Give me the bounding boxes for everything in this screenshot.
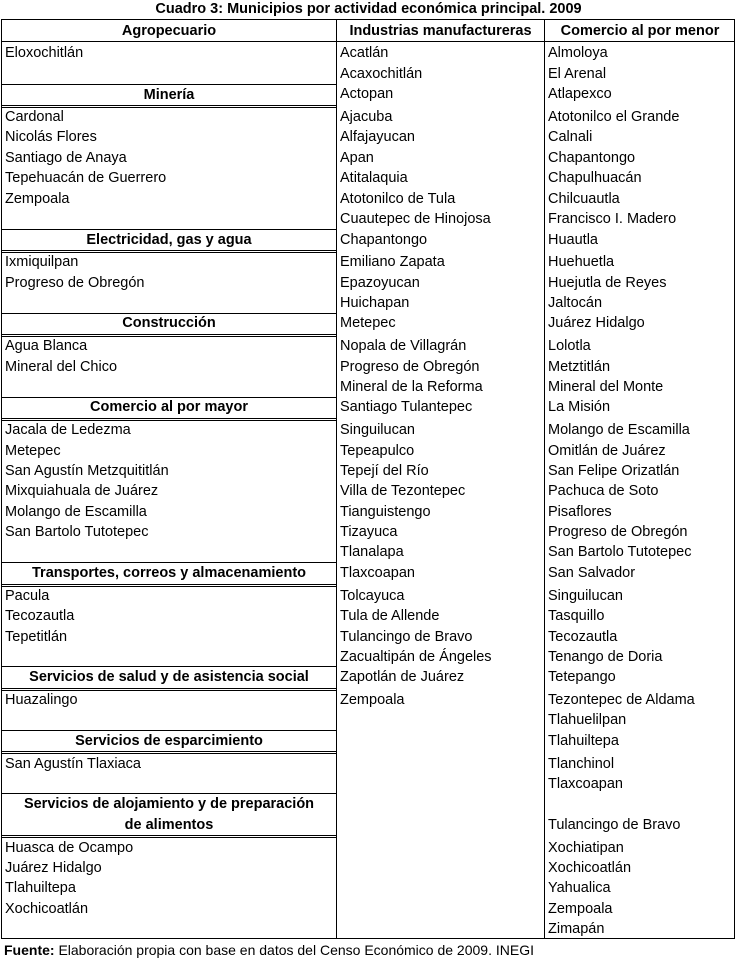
list-item: Tlahuiltepa	[548, 733, 619, 749]
section-heading-construccion: Construcción	[122, 315, 216, 331]
list-item: Alfajayucan	[340, 129, 415, 145]
table-title: Cuadro 3: Municipios por actividad económica principal. 2009	[155, 1, 582, 17]
source-text: Elaboración propia con base en datos del Censo Económico de 2009. INEGI	[54, 942, 534, 958]
list-item: Tlaxcoapan	[340, 565, 415, 581]
list-item: Tizayuca	[340, 524, 398, 540]
list-item: Tepeapulco	[340, 443, 415, 459]
list-item: Huasca de Ocampo	[5, 840, 134, 856]
list-item: Huautla	[548, 232, 598, 248]
list-item: Zempoala	[548, 901, 613, 917]
list-item: San Salvador	[548, 565, 636, 581]
list-item: Atlapexco	[548, 86, 612, 102]
list-item: Tulancingo de Bravo	[548, 817, 681, 833]
list-item: Atotonilco el Grande	[548, 109, 680, 125]
list-item: Pisaflores	[548, 504, 612, 520]
list-item: San Bartolo Tutotepec	[548, 544, 692, 560]
list-item: Eloxochitlán	[5, 45, 84, 61]
list-item: San Felipe Orizatlán	[548, 463, 680, 479]
header-agropecuario: Agropecuario	[121, 23, 217, 39]
list-item: Atitalaquia	[340, 170, 408, 186]
list-item: Juárez Hidalgo	[5, 860, 102, 876]
section-heading-alojamiento: Servicios de alojamiento y de preparación	[23, 796, 315, 812]
list-item: Epazoyucan	[340, 275, 420, 291]
list-item: Calnali	[548, 129, 593, 145]
list-item: Atotonilco de Tula	[340, 191, 456, 207]
list-item: Yahualica	[548, 880, 611, 896]
section-heading-electricidad: Electricidad, gas y agua	[86, 232, 252, 248]
section-heading-salud: Servicios de salud y de asistencia social	[29, 669, 309, 685]
list-item: Zempoala	[5, 191, 70, 207]
section-heading-mineria: Minería	[143, 87, 195, 103]
source-label: Fuente:	[4, 942, 55, 958]
list-item: Molango de Escamilla	[5, 504, 147, 520]
list-item: Actopan	[340, 86, 394, 102]
list-item: Tepehuacán de Guerrero	[5, 170, 167, 186]
header-industrias: Industrias manufactureras	[349, 23, 532, 39]
list-item: Progreso de Obregón	[340, 359, 480, 375]
list-item: Tecozautla	[5, 608, 75, 624]
section-double-rule	[1, 584, 337, 587]
list-item: Cardonal	[5, 109, 64, 125]
list-item: Tasquillo	[548, 608, 605, 624]
list-item: Francisco I. Madero	[548, 211, 677, 227]
section-heading-alojamiento-line2: de alimentos	[124, 817, 214, 833]
list-item: Tepejí del Río	[340, 463, 429, 479]
list-item: Zempoala	[340, 692, 405, 708]
list-item: Metepec	[5, 443, 61, 459]
list-item: Tecozautla	[548, 629, 618, 645]
list-item: Chapantongo	[340, 232, 428, 248]
list-item: Tolcayuca	[340, 588, 405, 604]
column-divider-left	[336, 19, 337, 939]
list-item: Huehuetla	[548, 254, 615, 270]
list-item: Tula de Allende	[340, 608, 440, 624]
list-item: Tlanalapa	[340, 544, 404, 560]
list-item: Cuautepec de Hinojosa	[340, 211, 491, 227]
list-item: Nicolás Flores	[5, 129, 97, 145]
list-item: Tlahuiltepa	[5, 880, 76, 896]
list-item: La Misión	[548, 399, 611, 415]
list-item: Xochicoatlán	[5, 901, 89, 917]
column-divider-right	[544, 19, 545, 939]
list-item: Tenango de Doria	[548, 649, 663, 665]
list-item: Xochiatipan	[548, 840, 624, 856]
list-item: Emiliano Zapata	[340, 254, 445, 270]
list-item: Tepetitlán	[5, 629, 68, 645]
list-item: Santiago Tulantepec	[340, 399, 473, 415]
list-item: Tlanchinol	[548, 756, 615, 772]
list-item: Huichapan	[340, 295, 410, 311]
list-item: Omitlán de Juárez	[548, 443, 666, 459]
list-item: Metepec	[340, 315, 396, 331]
list-item: San Bartolo Tutotepec	[5, 524, 149, 540]
list-item: Progreso de Obregón	[548, 524, 688, 540]
list-item: Mineral de la Reforma	[340, 379, 483, 395]
list-item: Juárez Hidalgo	[548, 315, 645, 331]
header-rule	[1, 41, 735, 42]
list-item: Chapantongo	[548, 150, 636, 166]
section-heading-comercio-mayor: Comercio al por mayor	[90, 399, 248, 415]
list-item: Singuilucan	[548, 588, 623, 604]
list-item: Villa de Tezontepec	[340, 483, 466, 499]
list-item: Zapotlán de Juárez	[340, 669, 465, 685]
list-item: Santiago de Anaya	[5, 150, 127, 166]
list-item: Mineral del Chico	[5, 359, 118, 375]
list-item: Tetepango	[548, 669, 616, 685]
list-item: Huejutla de Reyes	[548, 275, 667, 291]
list-item: Singuilucan	[340, 422, 415, 438]
section-heading-esparcimiento: Servicios de esparcimiento	[75, 733, 263, 749]
list-item: Progreso de Obregón	[5, 275, 145, 291]
list-item: San Agustín Tlaxiaca	[5, 756, 141, 772]
list-item: Acaxochitlán	[340, 66, 423, 82]
list-item: Molango de Escamilla	[548, 422, 690, 438]
list-item: Zimapán	[548, 921, 605, 937]
list-item: El Arenal	[548, 66, 607, 82]
list-item: Jacala de Ledezma	[5, 422, 131, 438]
list-item: Ajacuba	[340, 109, 393, 125]
list-item: Xochicoatlán	[548, 860, 632, 876]
list-item: Pacula	[5, 588, 50, 604]
list-item: Huazalingo	[5, 692, 78, 708]
list-item: Mineral del Monte	[548, 379, 664, 395]
list-item: Tulancingo de Bravo	[340, 629, 473, 645]
list-item: Tezontepec de Aldama	[548, 692, 695, 708]
list-item: Ixmiquilpan	[5, 254, 79, 270]
header-comercio-menor: Comercio al por menor	[560, 23, 720, 39]
list-item: Apan	[340, 150, 374, 166]
list-item: Almoloya	[548, 45, 608, 61]
list-item: Jaltocán	[548, 295, 603, 311]
list-item: Tlaxcoapan	[548, 776, 623, 792]
section-heading-transportes: Transportes, correos y almacenamiento	[32, 565, 306, 581]
list-item: Metztitlán	[548, 359, 611, 375]
list-item: Chilcuautla	[548, 191, 620, 207]
list-item: Chapulhuacán	[548, 170, 642, 186]
list-item: Tianguistengo	[340, 504, 431, 520]
list-item: Mixquiahuala de Juárez	[5, 483, 159, 499]
list-item: Tlahuelilpan	[548, 712, 627, 728]
list-item: Pachuca de Soto	[548, 483, 659, 499]
source-note	[4, 941, 534, 959]
list-item: San Agustín Metzquititlán	[5, 463, 169, 479]
list-item: Acatlán	[340, 45, 389, 61]
list-item: Nopala de Villagrán	[340, 338, 467, 354]
list-item: Agua Blanca	[5, 338, 88, 354]
list-item: Zacualtipán de Ángeles	[340, 649, 492, 665]
list-item: Lolotla	[548, 338, 591, 354]
